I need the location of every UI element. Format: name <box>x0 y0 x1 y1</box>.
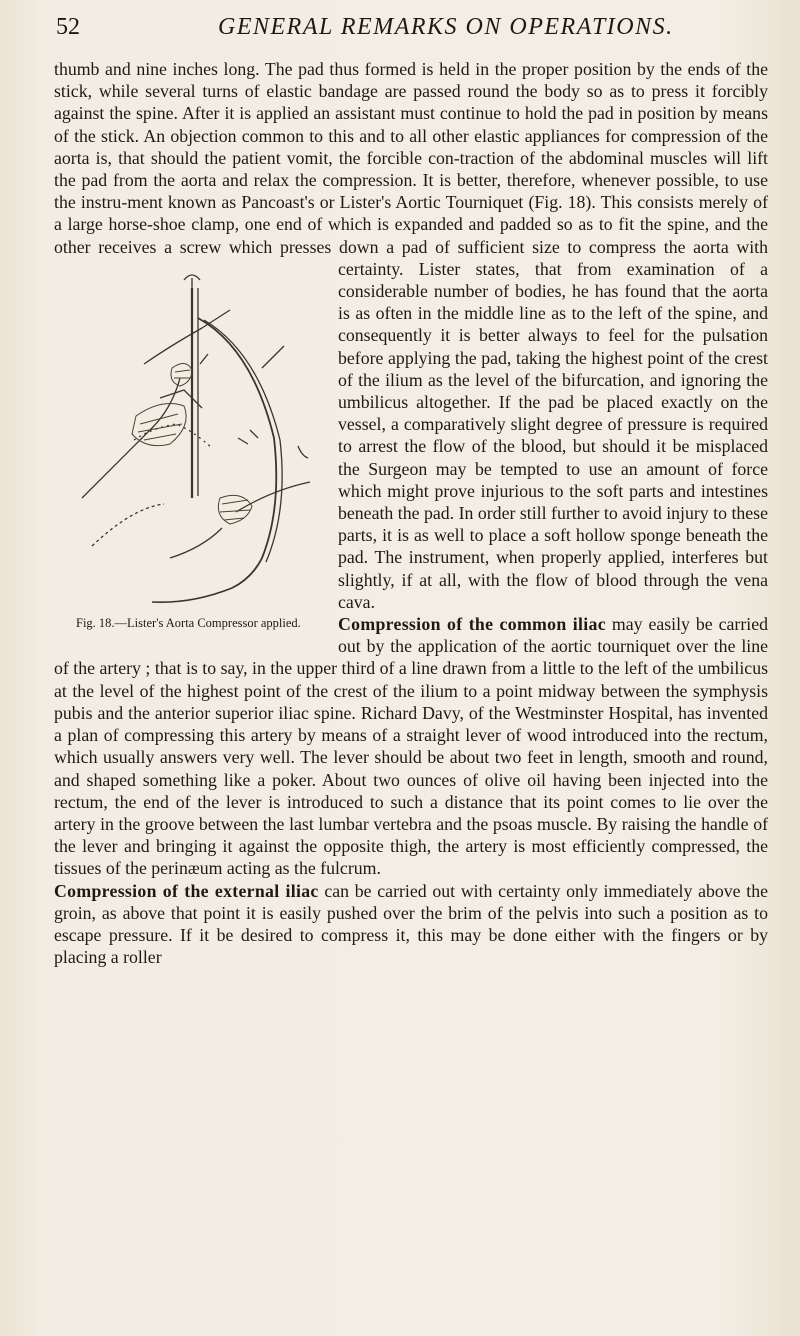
page-number: 52 <box>56 14 80 40</box>
paragraph-text-after-figure: that from examination of a considerable number of bodies, he has found that the aorta is as often in the middle line as to the left of the spine, and consequently it is better always to feel for the pulsation before applying the pad, taking the highest point of the crest of the ilium as the level of the bifurcation, and ignoring the umbilicus altogether. If the pad be placed exactly on the vessel, a comparatively slight degree of pressure is required to arrest the flow of the blood, but should it be misplaced the Surgeon may be tempted to use an amount of force which might prove injurious to the soft parts and intestines beneath the pad. In order still further to avoid injury to these parts, it is as well to place a soft hollow sponge beneath the pad. The instrument, when properly applied, interferes but slightly, if at all, with the flow of blood through the vena cava. <box>338 258 768 612</box>
section-lead-external-iliac: Compression of the external iliac <box>54 880 319 901</box>
paragraph-text-before-figure: thumb and nine inches long. The pad thus formed is held in the proper position by the ends of the stick, while several turns of elastic bandage are passed round the body so as to press it forcibly against the spine. After it is applied an assistant must continue to hold the pad in position by means of the stick. An objection common to this and to all other elastic appliances for compression of the aorta is, that should the patient vomit, the forcible con-traction of the abdominal muscles will lift the pad from the aorta and relax the compression. It is better, therefore, whenever possible, to use the instru-ment known as Pancoast's or Lister's Aortic Tourniquet (Fig. 18). This consists merely of a large horse-shoe clamp, one end of which is expanded and padded so as to fit the spine, and the other receives a screw which presses down a pad of sufficient size to compress the aorta with certainty. Lister states, <box>54 59 768 279</box>
paragraph-common-iliac <box>54 613 768 879</box>
paragraph-text-common-iliac: may easily be carried out by the application of the aortic tourniquet over the line of the artery ; that is to say, in the upper third of a line drawn from a little to the left of the umbilicus at the level of the highest point of the crest of the ilium to a point midway between the symphysis pubis and the anterior superior iliac spine. Richard Davy, of the Westminster Hospital, has invented a plan of compressing this artery by means of a straight lever of wood introduced into the rectum, which usually answers very well. The lever should be about two feet in length, smooth and round, and shaped something like a poker. About two ounces of olive oil having been injected into the rectum, the end of the lever is introduced to such a distance that its point comes to lie over the artery in the groove between the last lumbar vertebra and the psoas muscle. By raising the handle of the lever and bringing it against the opposite thigh, the artery is most efficiently compressed, the tissues of the perinæum acting as the fulcrum. <box>54 614 768 879</box>
body-text <box>54 58 768 968</box>
figure-caption: Fig. 18.—Lister's Aorta Compressor applied. <box>76 615 301 630</box>
figure-18 <box>52 258 328 636</box>
running-head: GENERAL REMARKS ON OPERATIONS. <box>218 14 674 40</box>
section-lead-common-iliac: Compression of the common iliac <box>338 614 606 635</box>
paragraph-external-iliac <box>54 880 768 969</box>
page-header <box>28 10 788 50</box>
paragraph-text-external-iliac: can be carried out with certainty only immediately above the groin, as above that point it is easily pushed over the brim of the pelvis into such a position as to escape pressure. If it be desired to compress it, this may be done either with the fingers or by placing a roller <box>54 880 768 968</box>
aorta-compressor-illustration <box>52 258 328 636</box>
